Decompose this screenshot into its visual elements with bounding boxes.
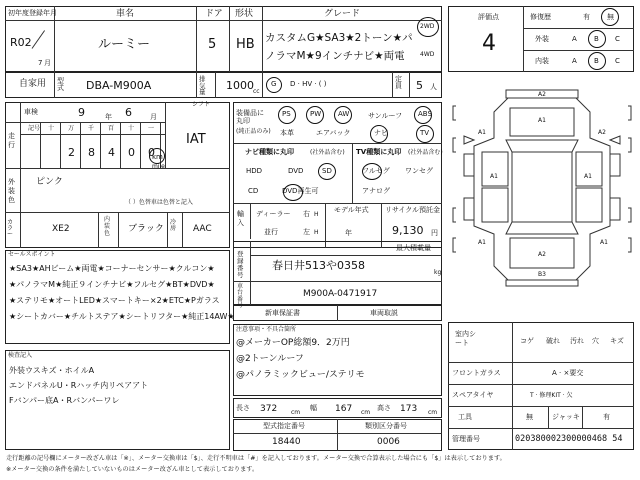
capacity-unit: 人: [430, 83, 437, 91]
navi-item-2: SD: [322, 167, 332, 175]
width-label: 幅: [310, 404, 317, 412]
grade-score-label: 評価点: [478, 13, 499, 21]
notes-line-3: @パノラミックビュー/ステリモ: [236, 370, 365, 380]
grade-score: 4: [482, 31, 496, 56]
import-right-h: H: [314, 211, 319, 218]
reg-month: 7: [38, 59, 43, 67]
equipment-item-2: AW: [338, 110, 350, 118]
mileage-digit-5: 0: [148, 146, 155, 159]
notes-line-2: @2トーンルーフ: [236, 354, 304, 364]
cc-unit: cc: [253, 88, 260, 95]
class-number: 0006: [377, 437, 400, 447]
reg-year: R02: [10, 36, 32, 49]
exterior-grade-a: A: [572, 35, 577, 43]
mileage-head-0: 記号: [28, 125, 41, 132]
diag-label-left-front: A1: [478, 129, 486, 136]
equipment-circle-1: [306, 106, 324, 124]
car-name: ルーミー: [98, 37, 151, 52]
width-unit: cm: [361, 409, 371, 416]
equipment-item-4: ABS: [418, 110, 432, 118]
seat-item-0: コゲ: [520, 337, 534, 345]
sales-line-1: ★SA3★AHビーム★両電★コーナーセンサー★クルコン★: [9, 264, 215, 273]
footer-line-2: ※メーター交換の条件を満たしていないものはメーター改ざん車として表示しております。: [6, 466, 259, 473]
inspector-line-3: Fバンパー底A・Rバンパーワレ: [9, 396, 120, 405]
repair-label: 修復歴: [530, 13, 551, 21]
mileage-label: 走行: [8, 132, 15, 150]
diag-label-right-front: A2: [598, 129, 606, 136]
car-diagram: [450, 78, 634, 288]
interior-b-circle: [588, 52, 606, 70]
navi-sub: (社外品含む): [310, 149, 345, 156]
front-glass-label: フロントガラス: [452, 369, 501, 377]
jack-value: 有: [603, 413, 610, 421]
import-dealer: ディーラー: [256, 210, 291, 218]
navi-item2-1: DVD再生可: [282, 187, 319, 195]
drive-2wd: 2WD: [420, 23, 435, 30]
usage-type: 自家用: [19, 79, 47, 89]
capacity-label: 定員: [395, 75, 402, 90]
import-left-h: H: [314, 229, 319, 236]
body-shape: HB: [236, 37, 255, 52]
height-value: 173: [400, 404, 418, 414]
height-label: 高さ: [377, 404, 391, 412]
manual-label: 車両取説: [370, 309, 398, 317]
recycle-unit: 円: [431, 229, 438, 237]
width-value: 167: [335, 404, 353, 414]
notes-label: 注意事項・不具合箇所: [236, 326, 297, 333]
mileage-head-1: 十: [48, 125, 55, 132]
reg-number-label: 登録番号: [237, 250, 244, 280]
length-value: 372: [260, 404, 278, 414]
mileage-digit-4: 0: [128, 146, 135, 159]
equipment-circle-0: [278, 106, 296, 124]
mileage-digit-1: 2: [68, 146, 75, 159]
seat-item-4: キズ: [610, 337, 624, 345]
mileage-head-3: 千: [88, 125, 95, 132]
warranty-label: 新車保証書: [265, 309, 300, 317]
exterior-grade-c: C: [615, 35, 620, 43]
equipment-circle-2: [334, 106, 352, 124]
import-label: 輸入: [237, 210, 244, 228]
equipment-circle-4: [414, 106, 432, 124]
equipment-label: 装備品に丸印: [236, 109, 264, 126]
km-circle: [149, 148, 165, 164]
seat-item-1: 破れ: [546, 337, 560, 345]
mileage-head-6: 一: [148, 125, 155, 132]
recycle-value: 9,130: [392, 224, 424, 237]
grade-label: グレード: [324, 9, 361, 19]
inspector-label: 検査記入: [8, 352, 33, 359]
class-number-label: 類別区分番号: [365, 422, 407, 430]
reg-number: 春日井513や0358: [272, 259, 365, 272]
mileage-digit-3: 4: [108, 146, 115, 159]
height-unit: cm: [428, 409, 438, 416]
color-label: カラー: [7, 219, 14, 238]
inspector-line-2: エンドパネルU・Rハッチ内リペアアト: [9, 381, 149, 390]
footer-line-1: 走行距離の記号欄にメーター改ざん車は「※」、メーター交換車は「$」、走行不明車は「#」を記入しております。メーター交換で合算表示した場合にも「$」は表示しております。: [6, 455, 506, 462]
front-glass-value: A · ×要交: [552, 369, 584, 377]
recycle-label: リサイクル預託金: [385, 206, 441, 214]
model-year-unit: 年: [345, 229, 352, 237]
diag-label-hood: A1: [538, 117, 546, 124]
mile-unit: mile: [152, 163, 165, 170]
model-label: 型式: [57, 77, 64, 92]
diag-label-right-door: A1: [584, 173, 592, 180]
equipment-item2-0: 本革: [280, 129, 294, 137]
exterior-label: 外装色: [8, 178, 15, 205]
tools-value: 無: [526, 413, 533, 421]
diag-label-trunk: A2: [538, 251, 546, 258]
spare-value: T · 修理KIT · 欠: [530, 392, 573, 399]
interior-grade-a: A: [572, 57, 577, 65]
type-number: 18440: [272, 437, 301, 447]
grade-line-1: カスタムG★SA3★2トーン★パ: [265, 32, 413, 44]
mgmt-label: 管理番号: [452, 435, 480, 443]
equipment-item2-1: エアバック: [316, 129, 351, 137]
max-load-unit: kg: [434, 269, 442, 276]
tv-sub: (社外品含む): [408, 149, 443, 156]
diag-label-right-rear: A1: [600, 239, 608, 246]
length-unit: cm: [291, 409, 301, 416]
navi-dvd-play-circle: [283, 184, 303, 201]
tv-item2-0: アナログ: [362, 187, 390, 195]
notes-line-1: @メーカーOP総額9．2万円: [236, 338, 350, 348]
navi-sd-circle: [318, 163, 336, 180]
interior-grade-label: 内装: [535, 57, 549, 65]
interior-color-label: 内装色: [104, 216, 111, 238]
equipment-circle2-3: [416, 125, 434, 143]
month-unit: 月: [44, 59, 51, 67]
shape-label: 形状: [235, 9, 254, 19]
color-code: XE2: [52, 224, 70, 234]
jack-label: ジャッキ: [552, 413, 580, 421]
exterior-grade-label: 外装: [535, 35, 549, 43]
equipment-item2-3: TV: [420, 129, 430, 137]
fuel-g: G: [271, 80, 277, 88]
ac-label: 冷房: [170, 219, 177, 232]
mileage-head-5: 十: [128, 125, 135, 132]
chassis-number: M900A-0471917: [303, 289, 378, 299]
displacement: 1000: [226, 79, 254, 92]
capacity: 5: [416, 79, 423, 92]
inspection-month-unit: 月: [150, 113, 157, 121]
exterior-note: （ ）色替車は色替と記入: [125, 199, 193, 206]
equipment-item-0: PS: [282, 110, 291, 118]
model-row: [5, 72, 442, 98]
tv-item-1: ワンセグ: [405, 167, 433, 175]
repair-no: 無: [607, 13, 614, 21]
navi-item2-0: CD: [248, 187, 259, 195]
inspector-line-1: 外装ウスキズ・ホイルA: [9, 366, 95, 375]
chassis-label: 車台番号: [237, 283, 244, 309]
reg-year-label: 初年度登録年月: [8, 9, 57, 17]
exterior-b-circle: [588, 30, 606, 48]
inspection-month: 6: [125, 106, 132, 119]
seat-item-2: 汚れ: [570, 337, 584, 345]
mileage-head-2: 万: [68, 125, 75, 132]
tv-label: TV種類に丸印: [356, 148, 402, 156]
repair-yes: 有: [583, 13, 590, 21]
diag-label-rear-bumper: B3: [538, 271, 546, 278]
ac-value: AAC: [193, 224, 212, 234]
equipment-item-3: サンルーフ: [368, 112, 403, 120]
interior-grade-b: B: [594, 57, 599, 65]
diag-label-front-bumper: A2: [538, 91, 546, 98]
interior-grade-c: C: [615, 57, 620, 65]
import-right: 右: [303, 210, 310, 218]
tv-fullseg-circle: [362, 163, 382, 180]
model-year-label: モデル年式: [334, 206, 369, 214]
inspection-year-unit: 年: [105, 113, 112, 121]
equipment-item-1: PW: [310, 110, 322, 118]
sales-point-label: セールスポイント: [8, 251, 56, 258]
import-parallel: 並行: [264, 228, 278, 236]
inspection-label: 車検: [24, 108, 38, 116]
shift-label: シフト: [192, 101, 211, 108]
import-left: 左: [303, 228, 310, 236]
shift-value: IAT: [186, 132, 206, 147]
mgmt-number: 020380002300000468 54: [515, 434, 623, 444]
inspection-year: 9: [78, 106, 85, 119]
equipment-sub: (純正品のみ): [236, 128, 271, 135]
km-unit: km: [152, 153, 163, 161]
equipment-circle2-2: [370, 125, 388, 143]
sales-line-3: ★ステリモ★オートLED★スマートキー×2★ETC★Pガラス: [9, 296, 220, 305]
diag-label-left-door: A1: [490, 173, 498, 180]
car-name-label: 車名: [116, 9, 135, 19]
navi-item-0: HDD: [246, 167, 263, 175]
exterior-color: ピンク: [36, 177, 63, 187]
model-code: DBA-M900A: [86, 79, 152, 92]
doors-label: ドア: [205, 9, 223, 19]
length-label: 長さ: [236, 404, 250, 412]
displacement-label: 排気量: [199, 75, 206, 96]
equipment-item2-2: ナビ: [374, 129, 388, 137]
sales-line-4: ★シートカバー★チルトステア★シートリフター★純正14AW★: [9, 312, 235, 321]
repair-no-circle: [601, 8, 619, 26]
seat-label: 室内シート: [455, 330, 476, 348]
tools-label: 工具: [458, 413, 472, 421]
diag-label-left-rear: A1: [478, 239, 486, 246]
grade-line-2: ノラマM★9インチナビ★両電: [265, 50, 405, 62]
tv-item-0: フルセグ: [362, 167, 390, 175]
drive-4wd: 4WD: [420, 51, 435, 58]
spare-label: スペアタイヤ: [452, 391, 494, 399]
navi-item-1: DVD: [288, 167, 304, 175]
type-number-label: 型式指定番号: [263, 422, 305, 430]
sales-line-2: ★パノラマM★純正９インチナビ★フルセグ★BT★DVD★: [9, 280, 215, 289]
mileage-head-4: 百: [108, 125, 115, 132]
interior-color: ブラック: [128, 224, 164, 234]
navi-label: ナビ種類に丸印: [245, 148, 294, 156]
mileage-digit-2: 8: [88, 146, 95, 159]
exterior-grade-b: B: [594, 35, 599, 43]
fuel-options: D · HV · ( ): [290, 80, 327, 88]
seat-item-3: 穴: [592, 337, 599, 345]
door-count: 5: [208, 37, 217, 52]
max-load-label: 最大積載量: [396, 244, 431, 252]
